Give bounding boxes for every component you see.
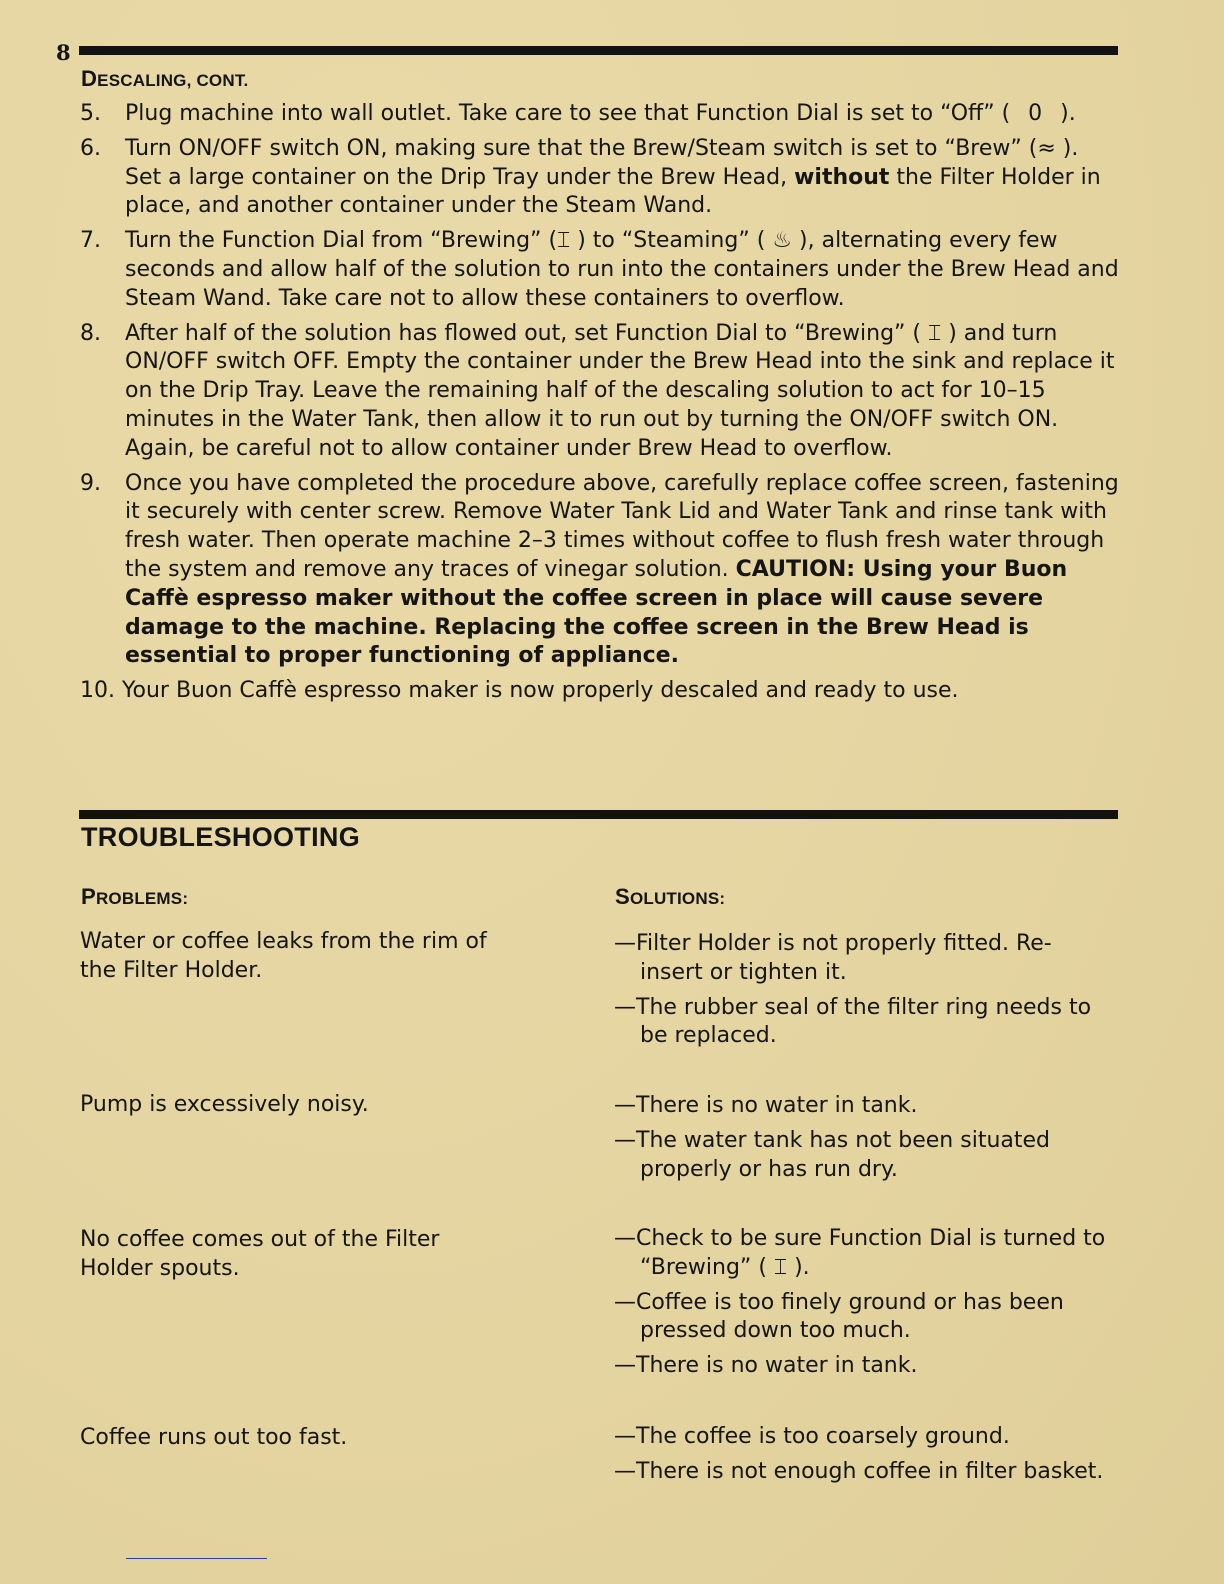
solution-item: —The coffee is too coarsely ground. (614, 1424, 1010, 1449)
section-title-troubleshooting: TROUBLESHOOTING (81, 822, 360, 852)
solution-list (614, 930, 1114, 1057)
step-text (125, 227, 1120, 313)
step-9 (80, 470, 1120, 672)
solution-item: —Coffee is too finely ground or has been pressed down too much. (614, 1289, 1064, 1344)
step-text-plain: After half of the solution has flowed out, set Function Dial to “Brewing” ( ⌶ ) and turn ON/OFF switch OFF. Empty the container under the Brew Head into the sink and replace it on the Drip Tray. Leave the remaining half of the descaling solution to act for 10–15 minutes in the Water Tank, then allow it to run out by turning the ON/OFF switch ON. Again, be careful not to allow container under Brew Head to overflow. (125, 320, 1115, 461)
step-number: 5. (80, 101, 101, 126)
solution-list (614, 1225, 1114, 1387)
section-divider-rule (79, 810, 1118, 819)
step-10 (80, 677, 1120, 706)
caution-text: CAUTION: Using your Buon Caffè espresso maker without the coffee screen in place will cause severe damage to the machine. Replacing the coffee screen in the Brew Head is essential to proper functioning of appliance. (125, 556, 1068, 669)
step-text-plain: the Filter Holder in place, and another container under the Steam Wand. (125, 164, 1101, 219)
problem-item: Water or coffee leaks from the rim of the Filter Holder. (80, 929, 487, 983)
step-text-plain: Once you have completed the procedure above, carefully replace coffee screen, fastening it securely with center screw. Remove Water Tank Lid and Water Tank and rinse tank with fresh water. Then operate machine 2–3 times without coffee to flush fresh water through the system and remove any traces of vinegar solution. (125, 470, 1119, 582)
section-title-descaling: DESCALING, CONT. (81, 66, 249, 91)
solution-list (614, 1092, 1114, 1190)
problems-column-header: PROBLEMS: (81, 884, 189, 909)
step-text-plain: Plug machine into wall outlet. Take care to see that Function Dial is set to “Off” ( 0 ). (125, 101, 1076, 126)
descaling-steps (80, 100, 1120, 712)
problem-item: Coffee runs out too fast. (80, 1425, 348, 1450)
page-number: 8 (56, 40, 71, 65)
solution-list (614, 1423, 1114, 1493)
step-number: 6. (80, 135, 101, 161)
step-number: 7. (80, 228, 101, 254)
step-text-plain: Turn the Function Dial from “Brewing” (⌶ ) to “Steaming” ( ♨ ), alternating every few seconds and allow half of the solution to run into the containers under the Brew Head and Steam Wand. Take care not to allow these containers to overflow. (125, 228, 1119, 311)
step-number: 8. (80, 320, 101, 346)
step-text-plain: Turn ON/OFF switch ON, making sure that the Brew/Steam switch is set to “Brew” (≈ ). Set a large container on the Drip Tray under the Brew Head, (125, 135, 1079, 190)
step-8 (80, 320, 1120, 464)
step-number: 10. (80, 678, 115, 704)
step-5 (80, 100, 1120, 129)
solution-item: —The water tank has not been situated properly or has run dry. (614, 1127, 1050, 1182)
step-text (122, 677, 1120, 706)
step-6 (80, 135, 1120, 221)
problem-item: Pump is excessively noisy. (80, 1092, 369, 1117)
step-text (125, 320, 1120, 464)
step-text (125, 100, 1120, 129)
step-text (125, 135, 1120, 221)
solutions-column-header: SOLUTIONS: (615, 884, 726, 909)
problem-item: No coffee comes out of the Filter Holder spouts. (80, 1227, 440, 1281)
step-text (125, 470, 1120, 672)
footer-underline (126, 1558, 267, 1559)
solution-item: —The rubber seal of the filter ring needs to be replaced. (614, 994, 1092, 1049)
step-7 (80, 227, 1120, 313)
solution-item: —Check to be sure Function Dial is turned to “Brewing” ( ⌶ ). (614, 1226, 1106, 1280)
solution-item: —There is no water in tank. (614, 1093, 918, 1118)
step-number: 9. (80, 470, 101, 496)
solution-item: —There is not enough coffee in filter basket. (614, 1458, 1104, 1484)
solution-item: —There is no water in tank. (614, 1353, 918, 1379)
step-text-plain: Your Buon Caffè espresso maker is now properly descaled and ready to use. (122, 678, 959, 704)
top-rule (79, 46, 1118, 55)
solution-item: —Filter Holder is not properly fitted. Re-insert or tighten it. (614, 931, 1052, 985)
step-text-emphasis: without (794, 164, 890, 190)
